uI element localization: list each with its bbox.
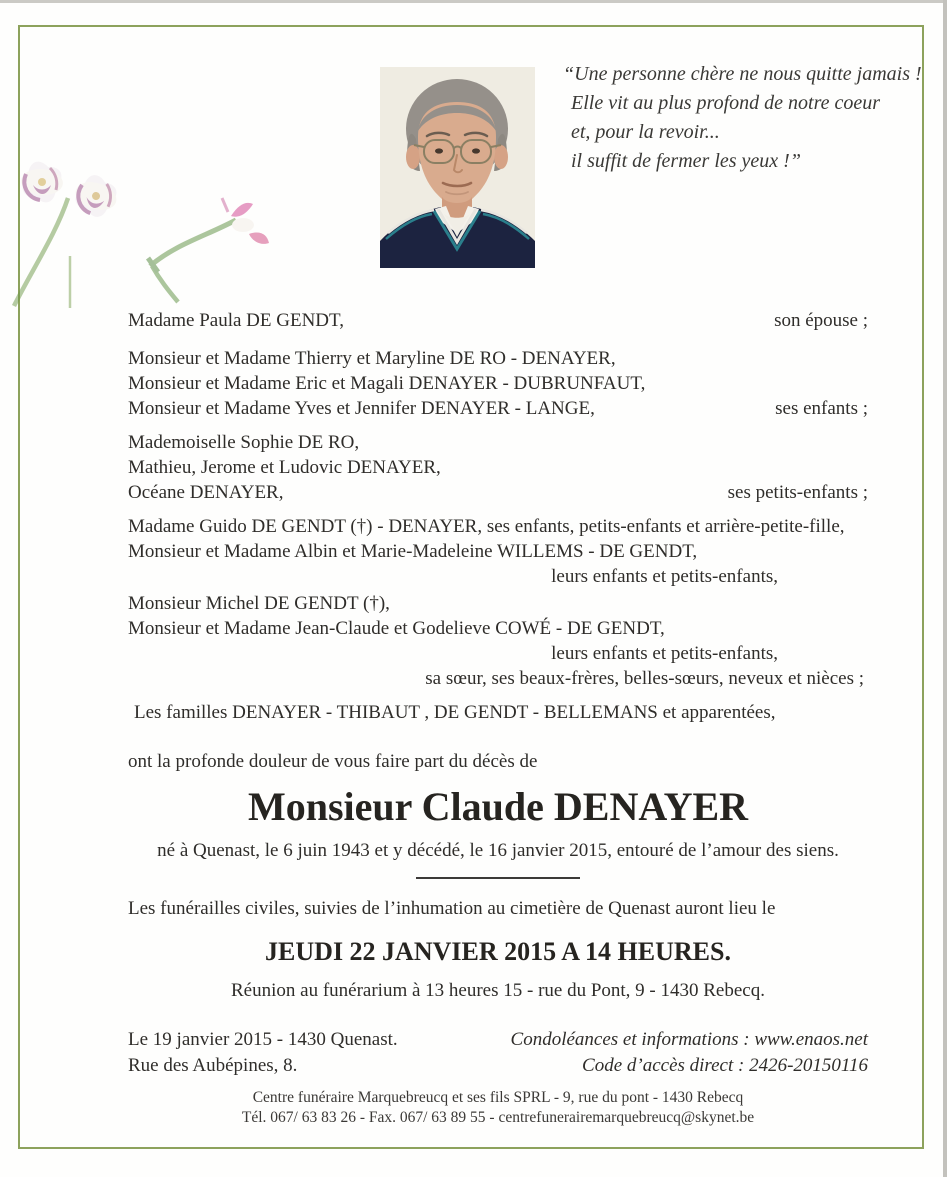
funeral-home-info <box>128 1088 868 1128</box>
relation-note-family1: leurs enfants et petits-enfants, <box>551 566 778 587</box>
mourner-name: Monsieur et Madame Thierry et Maryline DE RO - DENAYER, <box>128 348 616 369</box>
mourner-name: Monsieur et Madame Albin et Marie-Madeleine WILLEMS - DE GENDT, <box>128 541 698 562</box>
mourner-name: Monsieur Michel DE GENDT (†), <box>128 593 390 614</box>
ceremony-datetime: JEUDI 22 JANVIER 2015 A 14 HEURES. <box>265 937 731 966</box>
mourner-name: Madame Paula DE GENDT, <box>128 310 344 331</box>
mourner-name: Monsieur et Madame Jean-Claude et Godelieve COWÉ - DE GENDT, <box>128 618 665 639</box>
quote-line-1: “Une personne chère ne nous quitte jamais ! <box>563 63 922 85</box>
footer-row-1 <box>128 1027 868 1052</box>
announcement-body <box>128 308 868 1128</box>
mourner-line-with-note <box>128 480 868 505</box>
ceremony-meeting-info: Réunion au funérarium à 13 heures 15 - rue du Pont, 9 - 1430 Rebecq. <box>231 980 765 1001</box>
quote-line-3: et, pour la revoir... <box>571 121 720 143</box>
mourner-name: Monsieur et Madame Yves et Jennifer DENAYER - LANGE, <box>128 398 595 419</box>
letter-date-place: Le 19 janvier 2015 - 1430 Quenast. <box>128 1029 398 1050</box>
memorial-quote <box>563 60 923 176</box>
scan-edge-top <box>0 0 947 3</box>
mourner-name: Océane DENAYER, <box>128 482 284 503</box>
footer-row-2 <box>128 1053 868 1078</box>
mourner-name: Madame Guido DE GENDT (†) - DENAYER, ses enfants, petits-enfants et arrière-petite-fille, <box>128 516 845 537</box>
birth-death-line: né à Quenast, le 6 juin 1943 et y décédé, le 16 janvier 2015, entouré de l’amour des siens. <box>157 840 839 861</box>
funeral-home-contact: Tél. 067/ 63 83 26 - Fax. 067/ 63 89 55 - centrefunerairemarquebreucq@skynet.be <box>241 1109 755 1126</box>
mourner-line-with-note <box>128 396 868 421</box>
quote-line-2: Elle vit au plus profond de notre coeur <box>571 92 881 114</box>
relation-note-children: ses enfants ; <box>775 398 868 419</box>
relation-note-grandchildren: ses petits-enfants ; <box>727 482 868 503</box>
relation-note-family2b: sa sœur, ses beaux-frères, belles-sœurs, neveux et nièces ; <box>425 668 864 689</box>
mourner-group-family2 <box>128 591 868 691</box>
access-code: Code d’accès direct : 2426-20150116 <box>582 1055 868 1076</box>
quote-line-4: il suffit de fermer les yeux !” <box>571 150 801 172</box>
sender-address: Rue des Aubépines, 8. <box>128 1055 298 1076</box>
mourner-line-spouse <box>128 308 868 333</box>
section-divider <box>416 877 580 879</box>
ceremony-intro: Les funérailles civiles, suivies de l’inhumation au cimetière de Quenast auront lieu le <box>128 898 776 919</box>
related-families-line: Les familles DENAYER - THIBAUT , DE GENDT - BELLEMANS et apparentées, <box>134 702 776 723</box>
orchid-flower-decoration <box>0 138 280 308</box>
relation-note-family2a: leurs enfants et petits-enfants, <box>551 643 778 664</box>
announcement-intro: ont la profonde douleur de vous faire part du décès de <box>128 751 538 772</box>
mourner-name: Mademoiselle Sophie DE RO, <box>128 432 360 453</box>
mourner-group-children <box>128 346 868 421</box>
scan-edge-right <box>943 0 947 1177</box>
mourner-group-family1 <box>128 514 868 589</box>
mourner-name: Monsieur et Madame Eric et Magali DENAYER - DUBRUNFAUT, <box>128 373 646 394</box>
relation-note-spouse: son épouse ; <box>774 310 868 331</box>
portrait-photo <box>380 67 535 268</box>
funeral-home-address: Centre funéraire Marquebreucq et ses fils SPRL - 9, rue du pont - 1430 Rebecq <box>252 1089 744 1106</box>
mourner-name: Mathieu, Jerome et Ludovic DENAYER, <box>128 457 441 478</box>
deceased-name: Monsieur Claude DENAYER <box>247 784 749 829</box>
condolences-info: Condoléances et informations : www.enaos.net <box>510 1029 868 1050</box>
portrait-illustration <box>380 67 535 268</box>
mourner-group-grandchildren <box>128 430 868 505</box>
